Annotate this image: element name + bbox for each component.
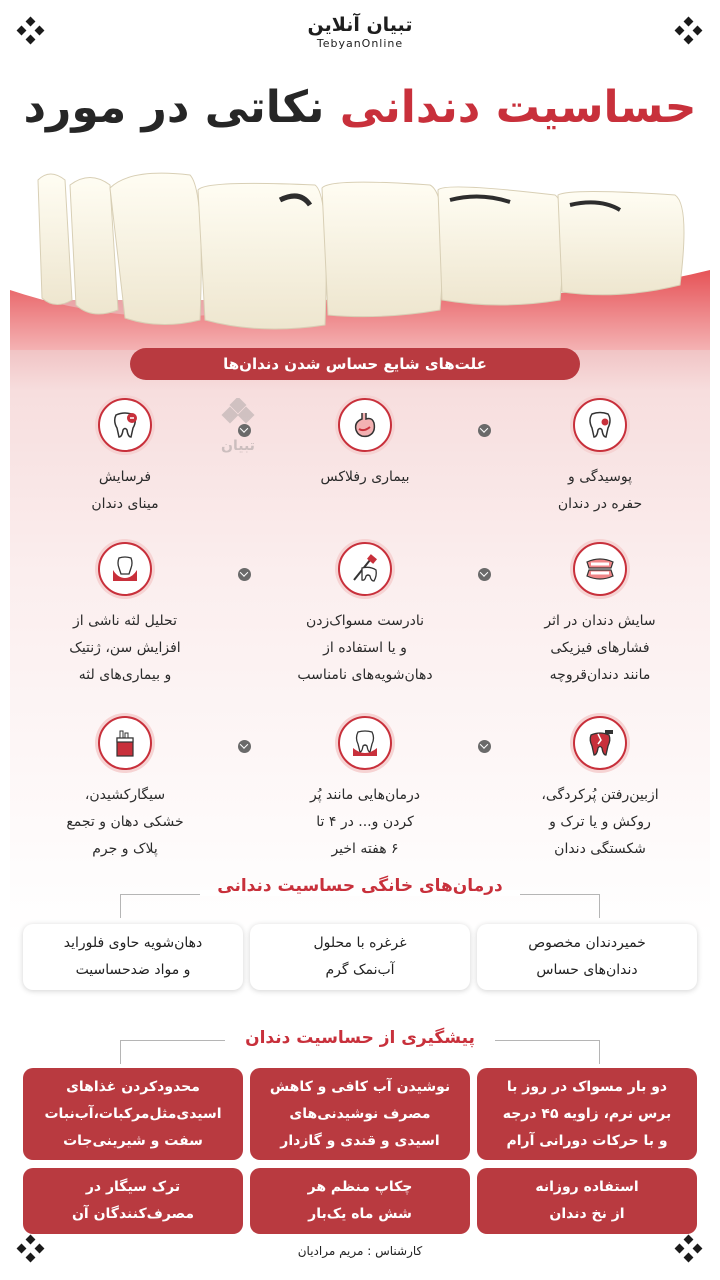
prevention-card: چکاپ منظم هر شش ماه یک‌بار bbox=[250, 1168, 470, 1234]
prevention-title: پیشگیری از حساسیت دندان bbox=[245, 1028, 475, 1048]
remedy-card: غرغره با محلول آب‌نمک گرم bbox=[250, 924, 470, 990]
cigarette-icon bbox=[98, 716, 152, 770]
causes-header: علت‌های شایع حساس شدن دندان‌ها bbox=[130, 348, 580, 380]
remedy-card: خمیردندان مخصوص دندان‌های حساس bbox=[477, 924, 697, 990]
cause-text: سیگارکشیدن، خشکی دهان و تجمع پلاک و جرم bbox=[66, 787, 184, 857]
cause-item bbox=[265, 398, 465, 491]
cause-text: سایش دندان در اثر فشارهای فیزیکی مانند دندان‌قروچه bbox=[544, 613, 656, 683]
cause-item bbox=[25, 398, 225, 518]
cause-text: پوسیدگی و حفره در دندان bbox=[557, 469, 643, 512]
cause-item bbox=[265, 716, 465, 863]
prevention-card: دو بار مسواک در روز با برس نرم، زاویه ۴۵ درجه و با حرکات دورانی آرام bbox=[477, 1068, 697, 1160]
home-remedies-title: درمان‌های خانگی حساسیت دندانی bbox=[217, 876, 503, 896]
cause-item bbox=[25, 542, 225, 689]
brand-logo bbox=[0, 14, 720, 50]
title-lead: نکاتی در مورد bbox=[23, 82, 325, 133]
bullet-icon bbox=[478, 740, 491, 753]
cause-text: درمان‌هایی مانند پُر کردن و... در ۴ تا ۶ هفته اخیر bbox=[309, 787, 420, 857]
title-highlight: حساسیت دندانی bbox=[339, 82, 697, 133]
section-bracket bbox=[120, 894, 600, 918]
denture-icon bbox=[573, 542, 627, 596]
bullet-icon bbox=[238, 568, 251, 581]
teeth-illustration bbox=[10, 160, 710, 350]
cause-item bbox=[265, 542, 465, 689]
cause-text: نادرست مسواک‌زدن و یا استفاده از دهان‌شویه‌های نامناسب bbox=[297, 613, 433, 683]
cause-text: ازبین‌رفتن پُرکردگی، روکش و یا ترک و شکستگی دندان bbox=[541, 787, 659, 857]
bullet-icon bbox=[478, 424, 491, 437]
cause-text: فرسایش مینای دندان bbox=[91, 469, 159, 512]
teeth-svg bbox=[10, 160, 710, 350]
bullet-icon bbox=[238, 740, 251, 753]
toothbrush-icon bbox=[338, 542, 392, 596]
bullet-icon bbox=[478, 568, 491, 581]
dental-filling-icon bbox=[338, 716, 392, 770]
broken-tooth-icon bbox=[573, 716, 627, 770]
cause-item bbox=[500, 716, 700, 863]
stomach-icon bbox=[338, 398, 392, 452]
cause-item bbox=[500, 542, 700, 689]
cause-text: تحلیل لثه ناشی از افزایش سن، ژنتیک و بیماری‌های لثه bbox=[69, 613, 181, 683]
cause-item bbox=[500, 398, 700, 518]
page-title bbox=[0, 78, 720, 138]
brand-name-fa: تبیان آنلاین bbox=[307, 14, 413, 36]
watermark-text: تبیان bbox=[221, 438, 255, 454]
bullet-icon bbox=[238, 424, 251, 437]
cause-text: بیماری رفلاکس bbox=[320, 469, 410, 485]
prevention-card: ترک سیگار در مصرف‌کنندگان آن bbox=[23, 1168, 243, 1234]
author-credit: کارشناس : مریم مرادیان bbox=[297, 1244, 423, 1258]
remedy-card: دهان‌شویه حاوی فلوراید و مواد ضدحساسیت bbox=[23, 924, 243, 990]
tooth-decay-icon bbox=[573, 398, 627, 452]
cause-item bbox=[25, 716, 225, 863]
gum-recession-icon bbox=[98, 542, 152, 596]
prevention-card: نوشیدن آب کافی و کاهش مصرف نوشیدنی‌های اسیدی و قندی و گازدار bbox=[250, 1068, 470, 1160]
tooth-enamel-icon bbox=[98, 398, 152, 452]
prevention-card: محدودکردن غذاهای اسیدی‌مثل‌مرکبات،آب‌نبات سفت و شیرینی‌جات bbox=[23, 1068, 243, 1160]
brand-name-en: TebyanOnline bbox=[316, 37, 404, 50]
prevention-card: استفاده روزانه از نخ دندان bbox=[477, 1168, 697, 1234]
